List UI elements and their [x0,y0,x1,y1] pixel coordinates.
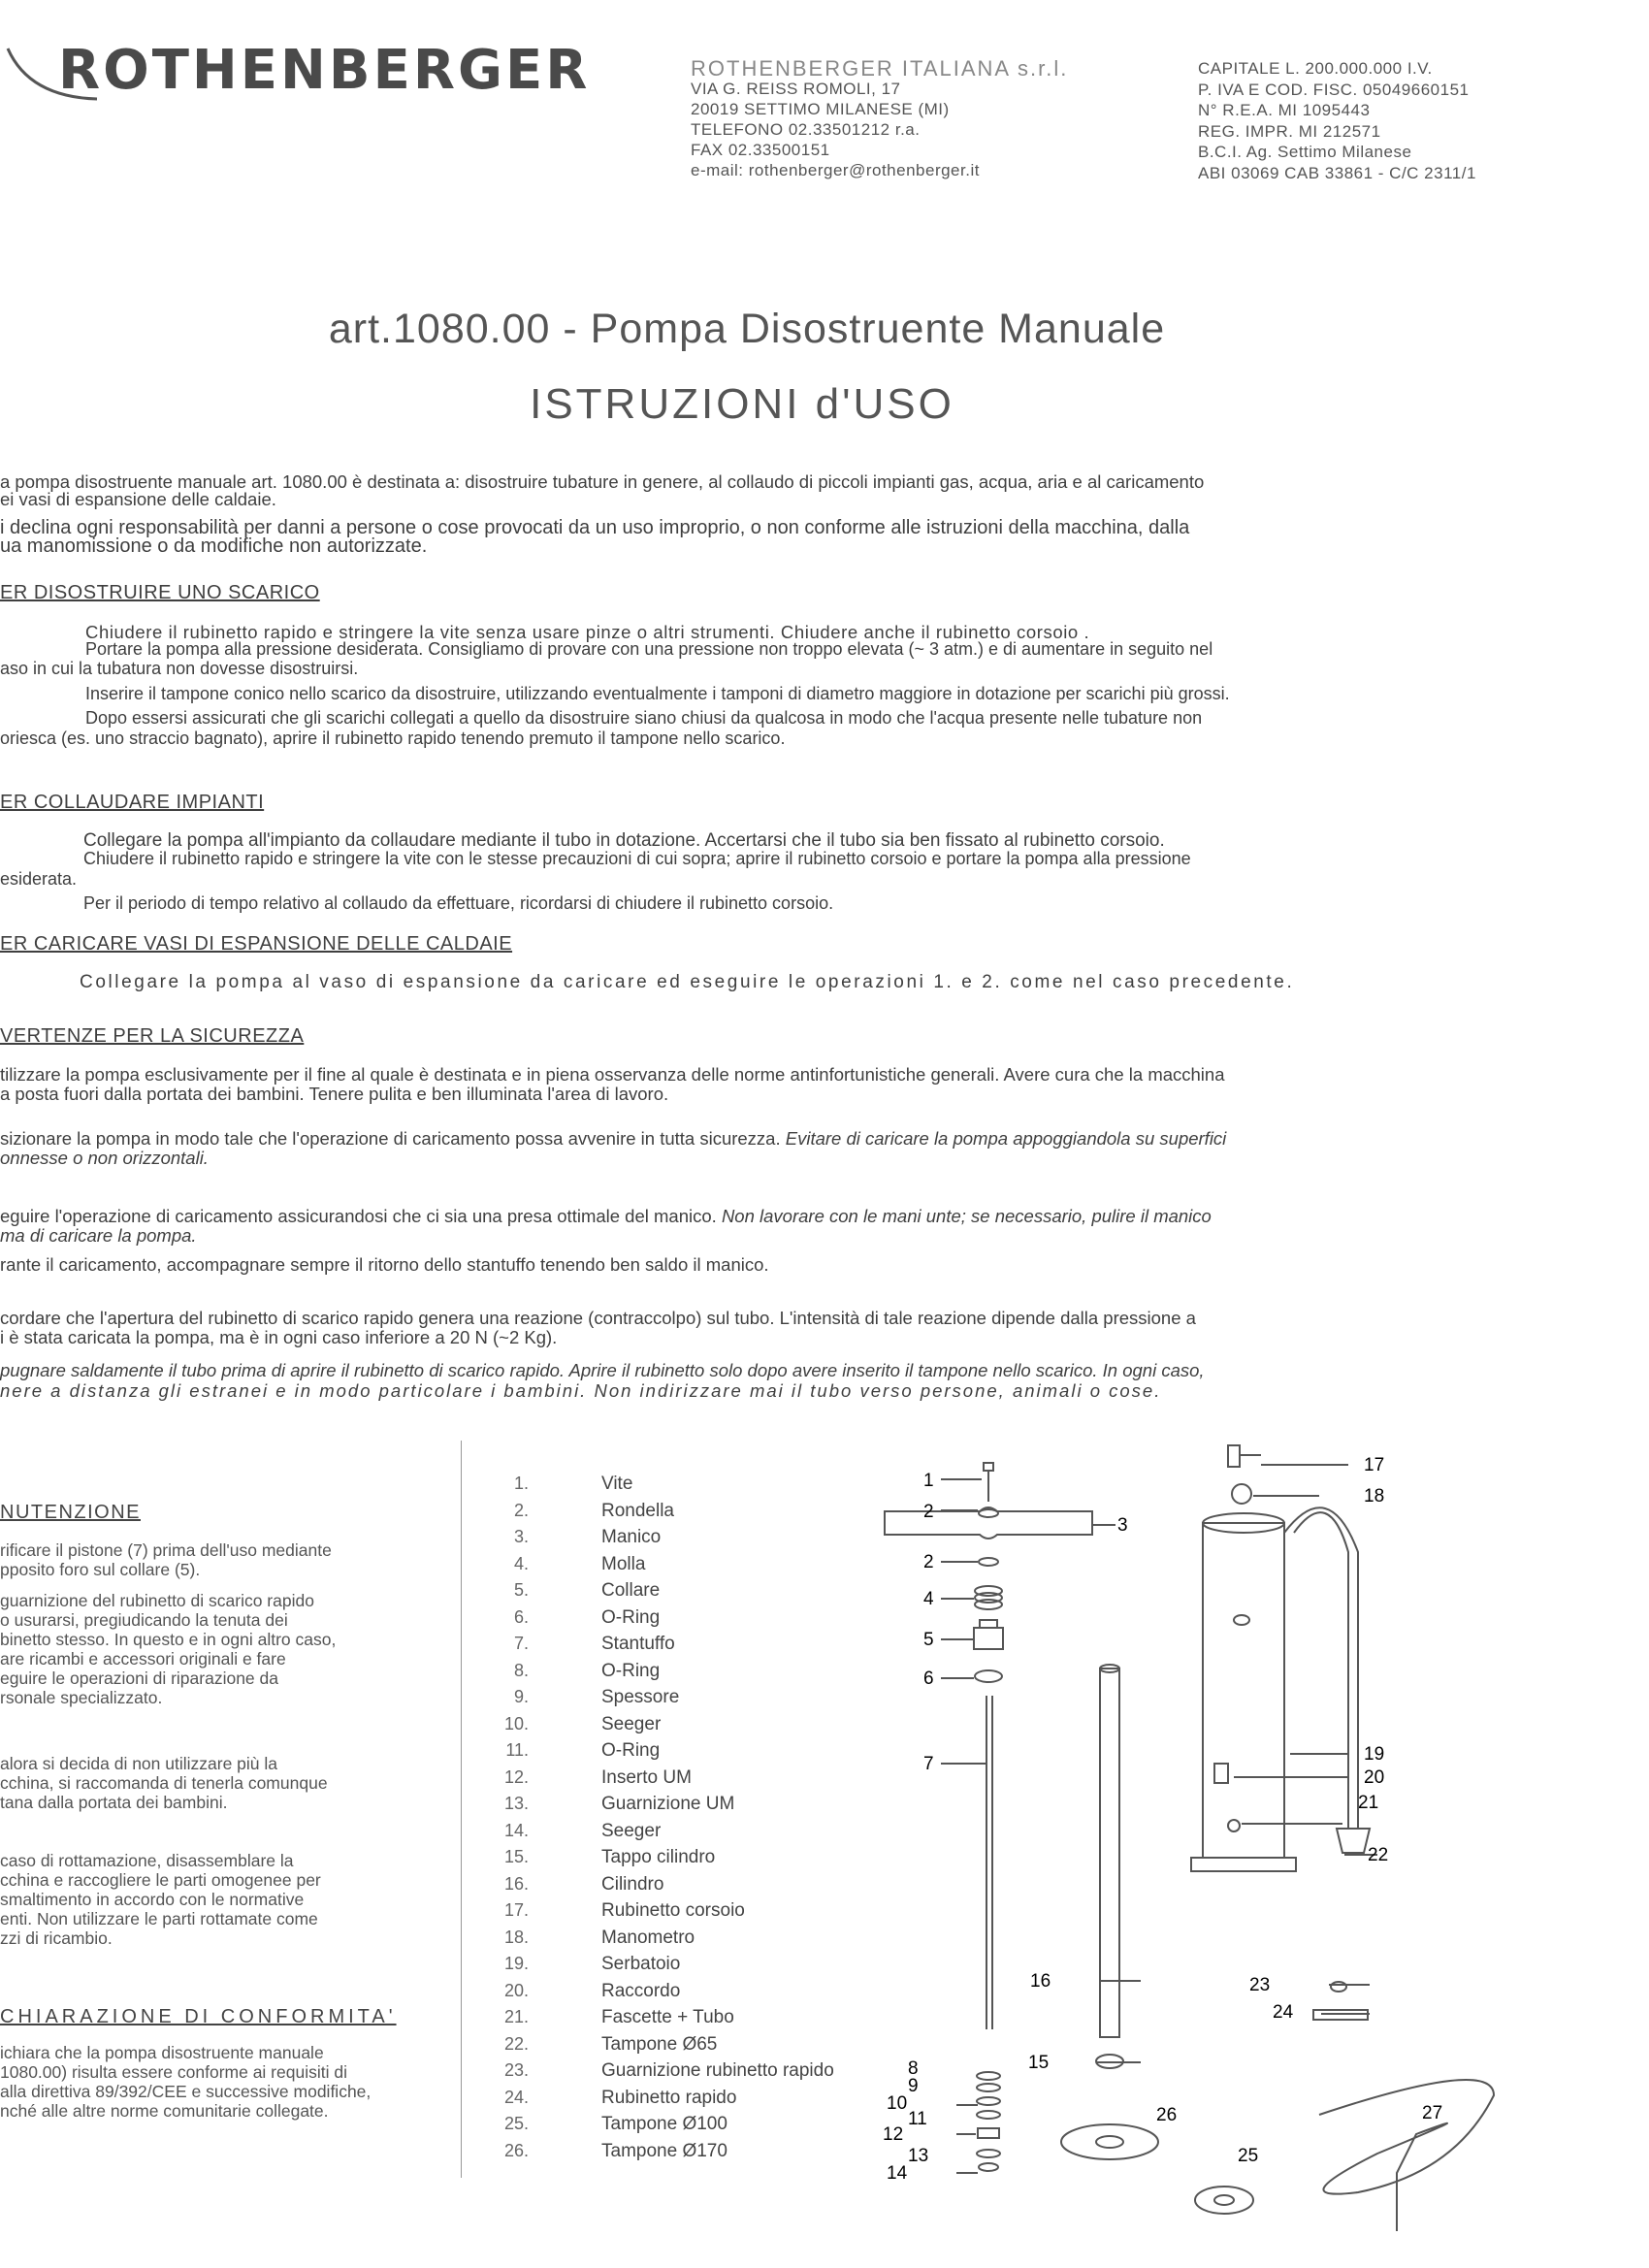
section-heading-manutenzione: NUTENZIONE [0,1502,141,1523]
section-heading-conformita: CHIARAZIONE DI CONFORMITA' [0,2006,397,2027]
hose-part [1294,1512,1348,1829]
part-name: Manico [601,1527,662,1547]
legal-line: CAPITALE L. 200.000.000 I.V. [1198,59,1433,78]
gasket-part [1331,1982,1346,1992]
part-number: 20. [503,1980,529,2000]
intro-line: ei vasi di espansione delle caldaie. [0,489,276,509]
part-name: Guarnizione rubinetto rapido [601,2060,834,2081]
legal-line: B.C.I. Ag. Settimo Milanese [1198,143,1412,161]
part-number: 23. [503,2060,529,2080]
hose-coil-part [1319,2080,1494,2231]
safety-line: a posta fuori dalla portata dei bambini. Tenere pulita e ben illuminata l'area di lavoro. [0,1084,669,1104]
decl-line: nché alle altre norme comunitarie collegate. [0,2101,329,2121]
diagram-label: 8 [908,2058,919,2079]
address-line: VIA G. REISS ROMOLI, 17 [691,80,901,98]
sec2-line: esiderata. [0,869,78,889]
handle-part [885,1507,1092,1539]
maint-line: guarnizione del rubinetto di scarico rapido [0,1591,314,1610]
part-number: 1. [513,1474,529,1493]
maintenance-paragraph [0,1754,409,1812]
part-name: Raccordo [601,1980,681,2001]
part-number: 15. [503,1847,529,1866]
safety-line: rante il caricamento, accompagnare sempre il ritorno dello stantuffo tenendo ben saldo il manico. [0,1254,769,1275]
oring-part [975,1670,1002,1682]
section-heading-collaudare: ER COLLAUDARE IMPIANTI [0,792,265,813]
maint-line: smaltimento in accordo con le normative [0,1890,305,1909]
part-name: Tampone Ø100 [601,2114,728,2134]
tank-part [1191,1513,1296,1871]
maint-line: o usurarsi, pregiudicando la tenuta dei [0,1610,288,1630]
part-number: 5. [513,1580,529,1600]
part-name: Tampone Ø65 [601,2033,718,2055]
section-heading-caricare: ER CARICARE VASI DI ESPANSIONE DELLE CALDAIE [0,933,513,955]
maintenance-paragraph [0,1591,409,1707]
safety-line: cordare che l'apertura del rubinetto di scarico rapido genera una reazione (contraccolpo) sul tubo. L'intensità di tale reazione dipende dalla pressione a [0,1308,1196,1328]
phone-line: TELEFONO 02.33501212 r.a. [691,120,921,139]
part-number: 16. [503,1873,529,1894]
part-name: Collare [601,1580,661,1601]
part-name: Rondella [601,1500,674,1521]
part-name: Rubinetto corsoio [601,1900,745,1921]
safety-warning: Evitare di caricare la pompa appoggiandola su superfici [785,1128,1227,1149]
part-number: 8. [513,1660,529,1680]
gauge-part [1232,1484,1251,1504]
maint-line: caso di rottamazione, disassemblare la [0,1851,294,1870]
diagram-label: 22 [1368,1845,1389,1865]
oring-part [977,2072,1000,2080]
part-number: 14. [503,1820,529,1840]
legal-line: ABI 03069 CAB 33861 - C/C 2311/1 [1198,163,1476,182]
spacer-part [977,2084,1000,2091]
part-number: 21. [503,2007,529,2026]
maint-line: enti. Non utilizzare le parti rottamate come [0,1909,318,1928]
part-number: 25. [503,2114,529,2133]
diagram-label: 26 [1156,2105,1178,2125]
part-number: 9. [513,1687,529,1706]
safety-line [0,1128,1226,1149]
part-number: 26. [503,2140,529,2160]
company-address [691,58,1068,180]
safety-warning: nere a distanza gli estranei e in modo particolare i bambini. Non indirizzare mai il tubo verso persone, animali o cose. [0,1380,1162,1401]
diagram-label: 12 [883,2124,904,2145]
section-heading-disostruire: ER DISOSTRUIRE UNO SCARICO [0,582,320,603]
part-name: Guarnizione UM [601,1794,735,1814]
decl-line: alla direttiva 89/392/CEE e successive modifiche, [0,2082,372,2101]
screw-part [984,1463,993,1502]
seeger-part [979,2163,998,2171]
part-name: Manometro [601,1927,695,1948]
diagram-label: 21 [1358,1793,1379,1813]
decl-line: 1080.00) risulta essere conforme ai requisiti di [0,2062,347,2082]
safety-line: tilizzare la pompa esclusivamente per il fine al quale è destinata e in piena osservanza delle norme antinfortunistiche generali. Avere cura che la macchina [0,1064,1225,1085]
part-number: 19. [503,1954,529,1973]
sec1-line: oriesca (es. uno straccio bagnato), aprire il rubinetto rapido tenendo premuto il tampone nello scarico. [0,729,786,748]
diagram-label: 16 [1030,1971,1051,1992]
part-name: Tappo cilindro [601,1847,716,1867]
diagram-label: 2 [923,1502,934,1522]
part-number: 11. [505,1740,529,1760]
company-legal [1198,58,1476,183]
diagram-label: 1 [923,1471,934,1491]
valve-part [1228,1445,1261,1467]
washer-part [979,1558,998,1566]
safety-warning: Non lavorare con le mani unte; se necessario, pulire il manico [721,1206,1212,1226]
diagram-label: 23 [1249,1975,1271,1995]
part-name: Vite [601,1474,633,1494]
cone-plug-part [1337,1829,1370,1853]
maintenance-paragraph [0,1851,409,1948]
sec1-line: Inserire il tampone conico nello scarico da disostruire, utilizzando eventualmente i tamponi di diametro maggiore in dotazione per scarichi più grossi. [85,684,1230,703]
sec2-line: Chiudere il rubinetto rapido e stringere la vite con le stesse precauzioni di cui sopra; aprire il rubinetto corsoio e portare la pompa alla pressione [83,849,1191,868]
part-number: 22. [503,2033,529,2054]
address-line: 20019 SETTIMO MILANESE (MI) [691,100,950,118]
plug-170-part [1061,2124,1158,2159]
maint-line: cchina, si raccomanda di tenerla comunque [0,1773,328,1793]
safety-warning: pugnare saldamente il tubo prima di aprire il rubinetto di scarico rapido. Aprire il rubinetto solo dopo avere inserito il tampone nello scarico. In ogni caso, [0,1360,1205,1380]
maintenance-paragraph [0,1540,409,1579]
document-subtitle: ISTRUZIONI d'USO [530,380,954,428]
piston-part [986,1696,992,2029]
sec1-line: Dopo essersi assicurati che gli scarichi collegati a quello da disostruire siano chiusi da qualcosa in modo che l'acqua presente nelle tubature non [85,708,1203,728]
part-number: 4. [513,1553,529,1573]
diagram-label: 6 [923,1669,934,1689]
part-number: 2. [513,1500,529,1520]
section-heading-sicurezza: VERTENZE PER LA SICUREZZA [0,1025,305,1047]
sec3-line: Collegare la pompa al vaso di espansione da caricare ed eseguire le operazioni 1. e 2. come nel caso precedente. [80,972,1295,992]
maint-line: alora si decida di non utilizzare più la [0,1754,277,1773]
plug-100-part [1195,2187,1253,2214]
diagram-label: 17 [1364,1455,1385,1475]
brand-logo: ROTHENBERGER [58,39,591,102]
maint-line: zzi di ricambio. [0,1928,113,1948]
diagram-label: 2 [923,1552,934,1572]
maint-line: cchina e raccogliere le parti omogenee per [0,1870,321,1890]
intro-line: ua manomissione o da modifiche non autorizzate. [0,535,428,557]
part-name: O-Ring [601,1660,661,1681]
sec1-line: aso in cui la tubatura non dovesse disostruirsi. [0,659,359,678]
sec2-line: Per il periodo di tempo relativo al collaudo da effettuare, ricordarsi di chiudere il rubinetto corsoio. [83,893,834,913]
part-name: O-Ring [601,1740,661,1761]
diagram-label: 13 [908,2146,929,2166]
maint-line: rsonale specializzato. [0,1688,163,1707]
safety-line: ma di caricare la pompa. [0,1225,197,1246]
diagram-label: 9 [908,2076,919,2096]
part-name: Tampone Ø170 [601,2140,728,2161]
part-name: Stantuffo [601,1634,675,1654]
part-number: 24. [503,2087,529,2107]
gasket-part [977,2150,1000,2157]
part-name: Seeger [601,1713,662,1734]
part-name: Seeger [601,1820,662,1841]
diagram-label: 24 [1273,2002,1294,2023]
part-number: 17. [503,1900,529,1920]
part-name: Molla [601,1553,646,1574]
oring-part [977,2111,1000,2119]
parts-numbers [490,1471,529,2164]
part-number: 3. [513,1527,529,1546]
legal-line: P. IVA E COD. FISC. 05049660151 [1198,80,1470,99]
legal-line: REG. IMPR. MI 212571 [1198,121,1381,141]
diagram-label: 19 [1364,1744,1385,1765]
safety-line [0,1206,1212,1226]
diagram-label: 10 [887,2093,908,2114]
part-name: Serbatoio [601,1954,681,1974]
sec2-line: Collegare la pompa all'impianto da collaudare mediante il tubo in dotazione. Accertarsi che il tubo sia ben fissato al rubinetto corsoio. [83,830,1165,851]
part-name: O-Ring [601,1606,661,1628]
insert-part [978,2128,999,2138]
safety-text: eguire l'operazione di caricamento assicurandosi che ci sia una presa ottimale del manico. [0,1206,722,1226]
diagram-label: 20 [1364,1767,1385,1788]
maint-line: pposito foro sul collare (5). [0,1560,201,1579]
part-number: 12. [503,1766,529,1787]
email-line: e-mail: rothenberger@rothenberger.it [691,161,980,179]
diagram-label: 27 [1422,2103,1443,2123]
part-name: Rubinetto rapido [601,2087,737,2108]
safety-line: i è stata caricata la pompa, ma è in ogni caso inferiore a 20 N (~2 Kg). [0,1327,558,1347]
part-number: 10. [503,1713,529,1733]
diagram-label: 18 [1364,1486,1385,1507]
diagram-label: 15 [1028,2053,1050,2073]
collar-part [974,1620,1003,1649]
safety-text: sizionare la pompa in modo tale che l'operazione di caricamento possa avvenire in tutta sicurezza. [0,1128,786,1149]
sec1-line: Portare la pompa alla pressione desiderata. Consigliamo di provare con una pressione non troppo elevata (~ 3 atm.) e di aumentare in seguito nel [85,639,1213,659]
maint-line: eguire le operazioni di riparazione da [0,1669,278,1688]
decl-line: ichiara che la pompa disostruente manuale [0,2043,324,2062]
hose-part [1284,1507,1358,1829]
safety-line: onnesse o non orizzontali. [0,1148,209,1168]
maint-line: rificare il pistone (7) prima dell'uso mediante [0,1540,332,1560]
diagram-label: 14 [887,2163,908,2184]
part-name: Spessore [601,1687,680,1707]
maint-line: binetto stesso. In questo e in ogni altro caso, [0,1630,337,1649]
fax-line: FAX 02.33500151 [691,141,830,159]
part-number: 6. [513,1606,529,1627]
parts-names [601,1471,834,2164]
column-divider [461,1441,462,2178]
part-number: 18. [503,1927,529,1947]
seeger-part [977,2097,1000,2105]
legal-line: N° R.E.A. MI 1095443 [1198,101,1371,119]
part-number: 13. [503,1794,529,1813]
maint-line: tana dalla portata dei bambini. [0,1793,228,1812]
part-name: Cilindro [601,1873,664,1895]
spring-part [975,1586,1002,1609]
exploded-parts-diagram [873,1436,1649,2260]
maint-line: are ricambi e accessori originali e fare [0,1649,286,1669]
diagram-label: 4 [923,1589,934,1609]
diagram-label: 5 [923,1630,934,1650]
declaration-paragraph [0,2043,409,2121]
company-name: ROTHENBERGER ITALIANA s.r.l. [691,56,1069,81]
diagram-label: 25 [1238,2146,1259,2166]
sec1-line: Chiudere il rubinetto rapido e stringere la vite senza usare pinze o altri strumenti. Chiudere anche il rubinetto corsoio . [85,622,1090,642]
diagram-label: 7 [923,1754,934,1774]
part-name: Inserto UM [601,1766,692,1788]
part-name: Fascette + Tubo [601,2007,734,2027]
part-number: 7. [513,1634,529,1653]
document-title: art.1080.00 - Pompa Disostruente Manuale [328,306,1166,352]
diagram-label: 3 [1117,1515,1128,1536]
intro-line: i declina ogni responsabilità per danni a persone o cose provocati da un uso improprio, o non conforme alle istruzioni della macchina, dalla [0,517,1190,538]
intro-line: a pompa disostruente manuale art. 1080.00 è destinata a: disostruire tubature in genere, al collaudo di piccoli impianti gas, acqua, aria e al caricamento [0,471,1205,492]
diagram-label: 11 [908,2109,927,2129]
fitting-part [1214,1764,1228,1783]
